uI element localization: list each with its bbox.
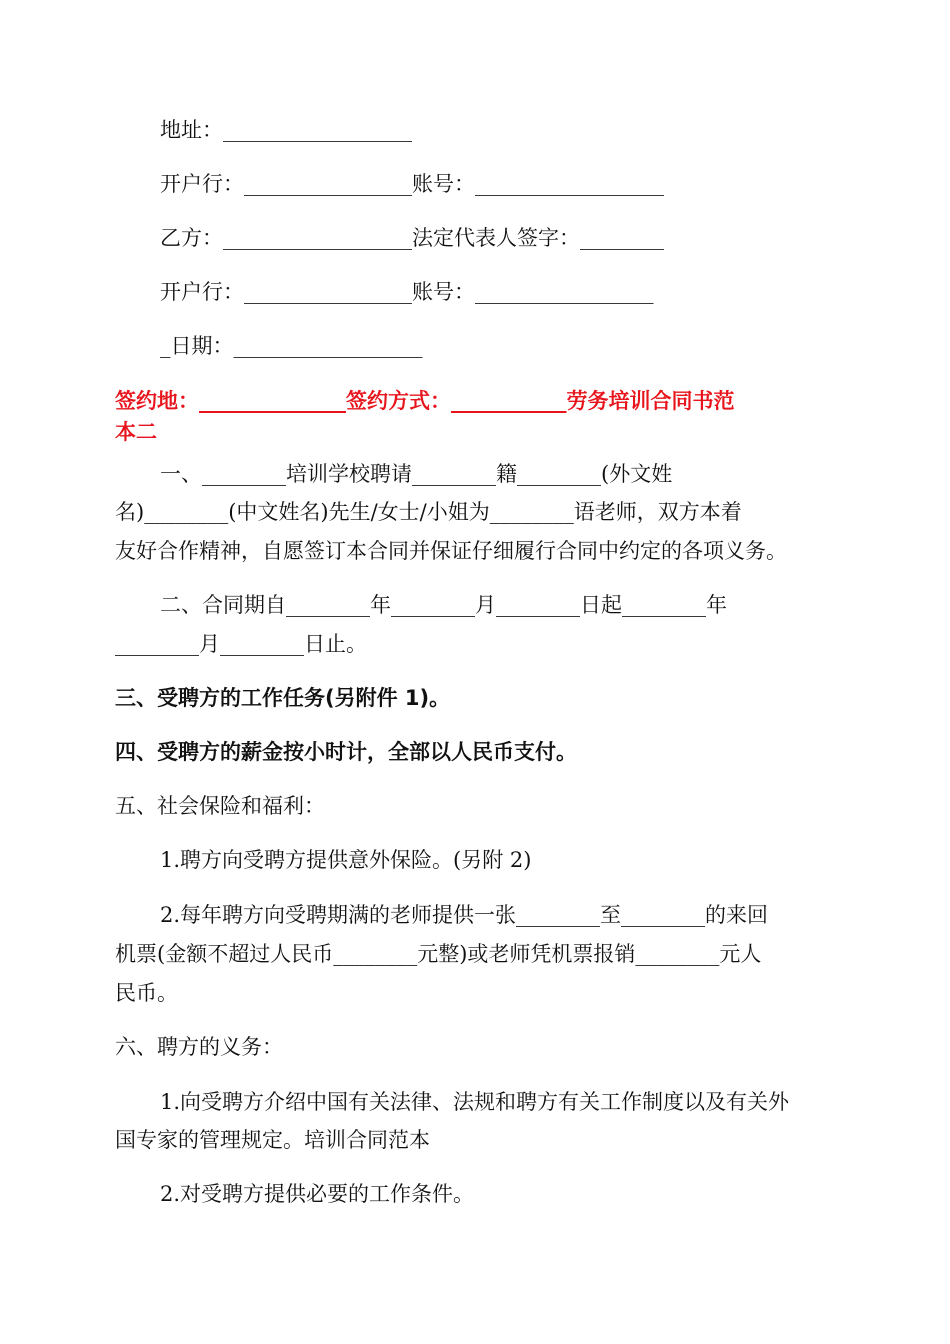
- clause-2-line-2: ________月________日止。: [115, 632, 367, 656]
- bank-account-line-1: 开户行：________________账号：__________________: [160, 172, 664, 196]
- bank-account-line-2: 开户行：________________账号：_________________: [160, 280, 654, 304]
- clause-1-line-1: 一、________培训学校聘请________籍________(外文姓: [160, 462, 673, 486]
- party-b-line: 乙方：__________________法定代表人签字：________: [160, 226, 664, 250]
- section-heading-line-2: 本二: [115, 420, 157, 444]
- clause-2-line-1: 二、合同期自________年________月________日起________年: [160, 593, 727, 617]
- clause-4: 四、受聘方的薪金按小时计，全部以人民币支付。: [115, 740, 577, 764]
- clause-6-item-2: 2.对受聘方提供必要的工作条件。: [160, 1182, 475, 1206]
- clause-5-item-2-line-3: 民币。: [115, 981, 178, 1005]
- clause-6-title: 六、聘方的义务：: [115, 1035, 283, 1059]
- clause-1-line-3: 友好合作精神，自愿签订本合同并保证仔细履行合同中约定的各项义务。: [115, 539, 787, 563]
- clause-5-title: 五、社会保险和福利：: [115, 794, 325, 818]
- clause-6-item-1-line-1: 1.向受聘方介绍中国有关法律、法规和聘方有关工作制度以及有关外: [160, 1090, 790, 1114]
- clause-5-item-2-line-2: 机票(金额不超过人民币________元整)或老师凭机票报销________元人: [115, 942, 762, 966]
- clause-5-item-1: 1.聘方向受聘方提供意外保险。(另附 2): [160, 848, 532, 872]
- address-line: 地址：__________________: [160, 118, 412, 142]
- clause-1-line-2: 名)________(中文姓名)先生/女士/小姐为________语老师，双方本着: [115, 500, 742, 524]
- clause-3: 三、受聘方的工作任务(另附件 1)。: [115, 686, 451, 710]
- section-heading-line-1: 签约地：______________签约方式：___________劳务培训合同书范: [115, 389, 735, 413]
- clause-5-item-2-line-1: 2.每年聘方向受聘期满的老师提供一张________至________的来回: [160, 903, 769, 927]
- date-line: _日期：__________________: [160, 334, 423, 358]
- clause-6-item-1-line-2: 国专家的管理规定。培训合同范本: [115, 1128, 430, 1152]
